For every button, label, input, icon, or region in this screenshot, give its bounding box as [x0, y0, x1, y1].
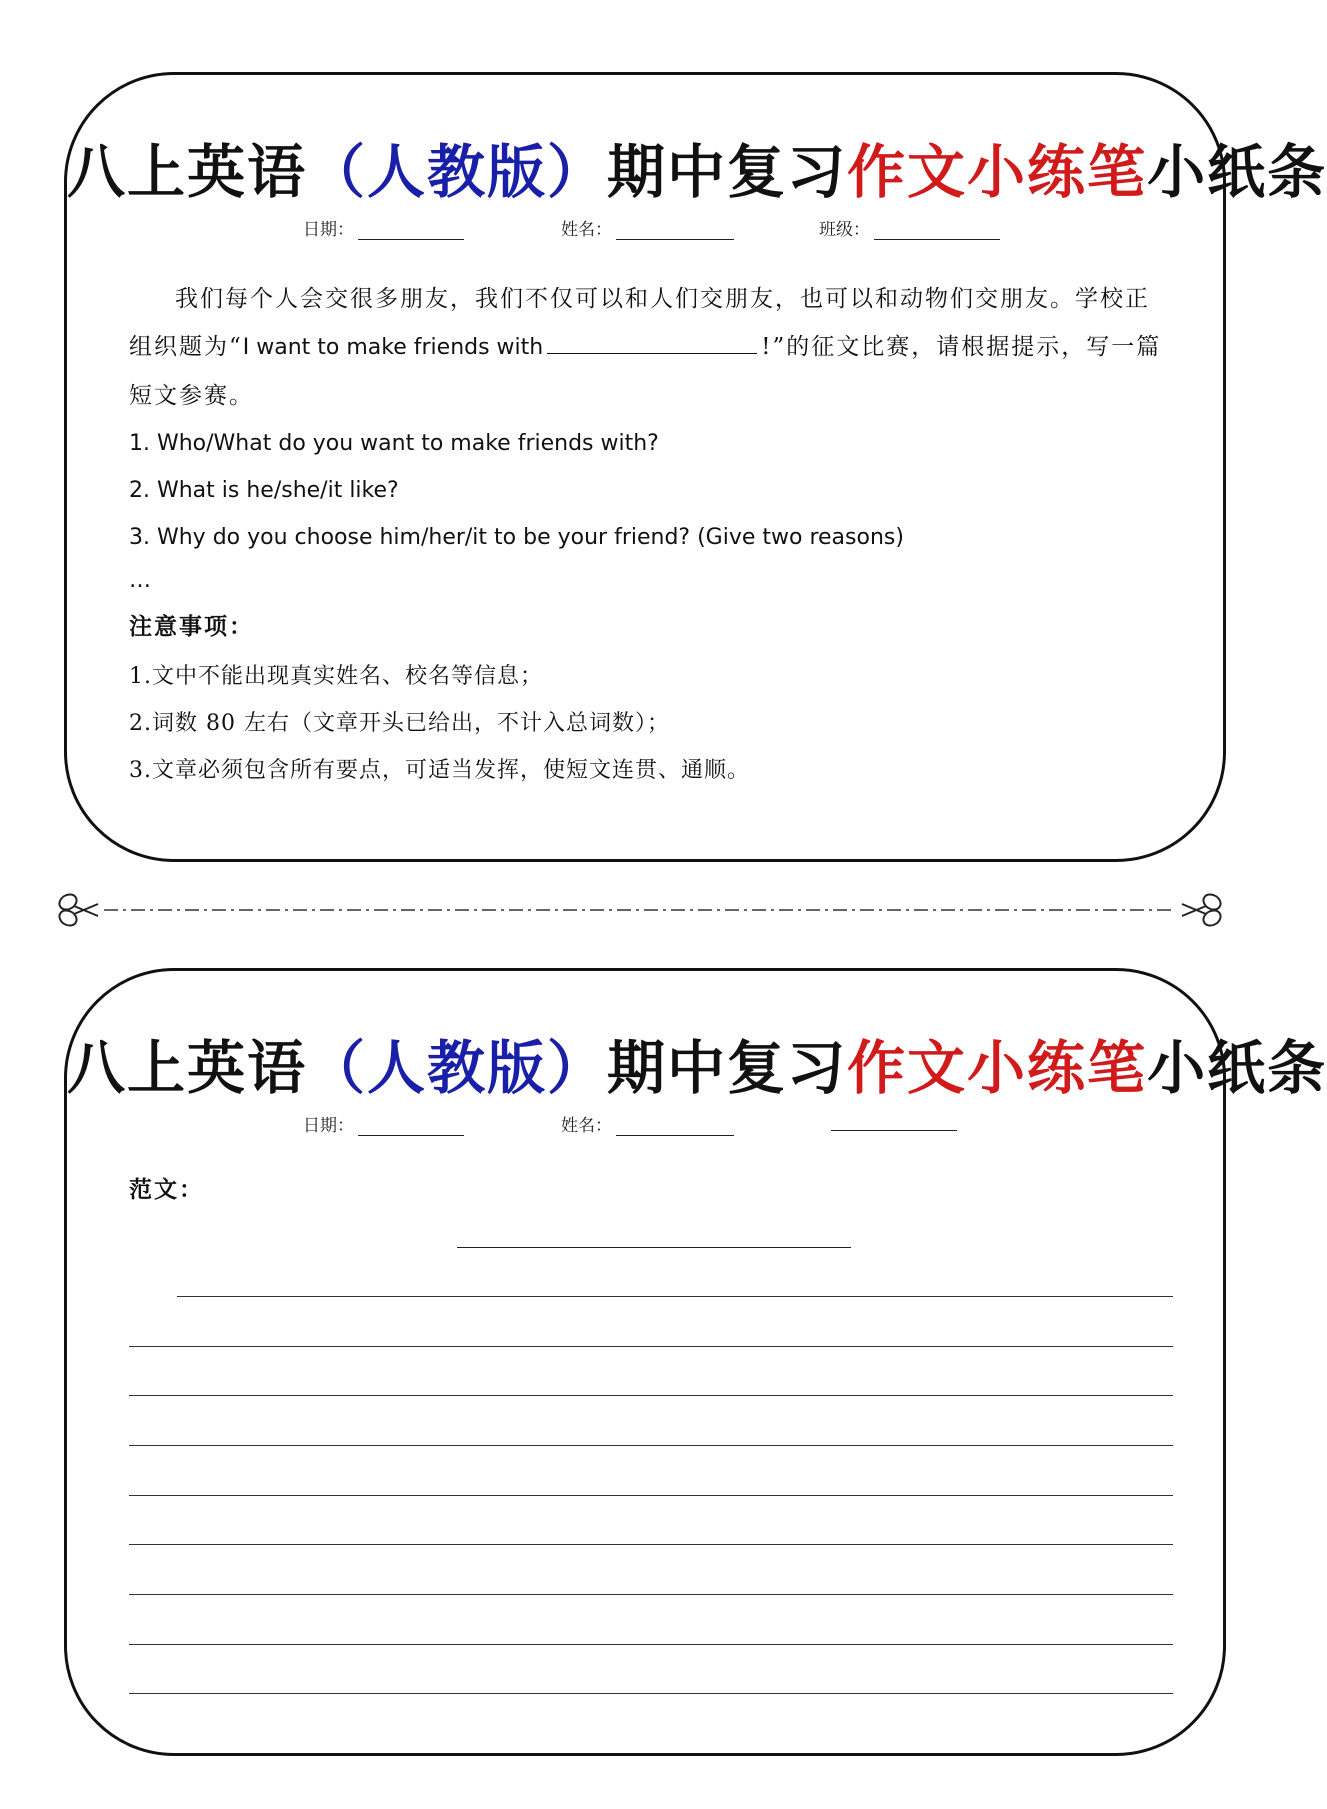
name-blank[interactable] — [616, 222, 734, 240]
notice-heading: 注意事项： — [129, 613, 254, 640]
title-part-edition: （人教版） — [307, 138, 608, 206]
scissors-icon-left — [57, 891, 98, 928]
card-title — [67, 1021, 1327, 1105]
writing-line[interactable] — [129, 1346, 1173, 1347]
info-row — [67, 1111, 1223, 1141]
title-part-review: 期中复习 — [607, 1034, 848, 1102]
class-blank[interactable] — [874, 222, 1000, 240]
essay-title-blank[interactable] — [457, 1247, 851, 1248]
writing-line[interactable] — [129, 1644, 1173, 1645]
name-blank[interactable] — [616, 1118, 734, 1136]
class-field[interactable] — [819, 215, 1000, 240]
question-item: 3. Why do you choose him/her/it to be your friend? (Give two reasons) — [129, 525, 904, 550]
writing-line[interactable] — [129, 1544, 1173, 1545]
title-part-review: 期中复习 — [607, 138, 848, 206]
title-part-writing: 作文小练笔 — [847, 138, 1148, 206]
question-item: 2. What is he/she/it like? — [129, 478, 399, 503]
sample-label: 范文： — [129, 1176, 204, 1203]
date-label: 日期： — [303, 220, 354, 240]
writing-line[interactable] — [129, 1445, 1173, 1446]
title-part-subject: 八上英语 — [67, 138, 308, 206]
title-part-writing: 作文小练笔 — [847, 1034, 1148, 1102]
writing-line[interactable] — [129, 1395, 1173, 1396]
topic-blank[interactable] — [547, 330, 757, 354]
title-part-edition: （人教版） — [307, 1034, 608, 1102]
writing-line[interactable] — [129, 1495, 1173, 1496]
title-part-subject: 八上英语 — [67, 1034, 308, 1102]
date-blank[interactable] — [358, 1118, 464, 1136]
name-field[interactable] — [561, 1111, 734, 1136]
card-title — [67, 125, 1327, 209]
writing-line[interactable] — [129, 1693, 1173, 1694]
name-field[interactable] — [561, 215, 734, 240]
prompt-card — [64, 72, 1327, 862]
class-label: 班级： — [819, 220, 870, 240]
date-field[interactable] — [303, 215, 464, 240]
class-blank[interactable] — [831, 1113, 957, 1131]
writing-line[interactable] — [129, 1594, 1173, 1595]
date-label: 日期： — [303, 1116, 354, 1136]
prompt-topic-english: I want to make friends with — [242, 335, 544, 360]
question-item: 1. Who/What do you want to make friends with? — [129, 431, 659, 456]
name-label: 姓名： — [561, 1116, 612, 1136]
date-blank[interactable] — [358, 222, 464, 240]
title-part-note: 小纸条 — [1147, 1034, 1327, 1102]
name-label: 姓名： — [561, 220, 612, 240]
notice-item: 3.文章必须包含所有要点，可适当发挥，使短文连贯、通顺。 — [129, 758, 750, 783]
title-part-note: 小纸条 — [1147, 138, 1327, 206]
writing-line[interactable] — [177, 1296, 1173, 1297]
notice-item: 1.文中不能出现真实姓名、校名等信息； — [129, 664, 543, 689]
info-row — [67, 215, 1223, 245]
scissors-icon-right — [1182, 891, 1223, 928]
notice-item: 2.词数 80 左右（文章开头已给出，不计入总词数）； — [129, 711, 670, 736]
prompt-intro: 我们每个人会交很多朋友，我们不仅可以和人们交朋友，也可以和动物们交朋友。学校正组织题为“I want to make friends with !”的征文比赛，请根据提示，写一篇短文参赛。 — [129, 286, 1162, 409]
cut-line — [50, 880, 1230, 940]
class-field[interactable] — [819, 1111, 957, 1131]
date-field[interactable] — [303, 1111, 464, 1136]
answer-card — [64, 968, 1327, 1756]
prompt-body — [129, 275, 1173, 794]
ellipsis: … — [129, 568, 151, 593]
